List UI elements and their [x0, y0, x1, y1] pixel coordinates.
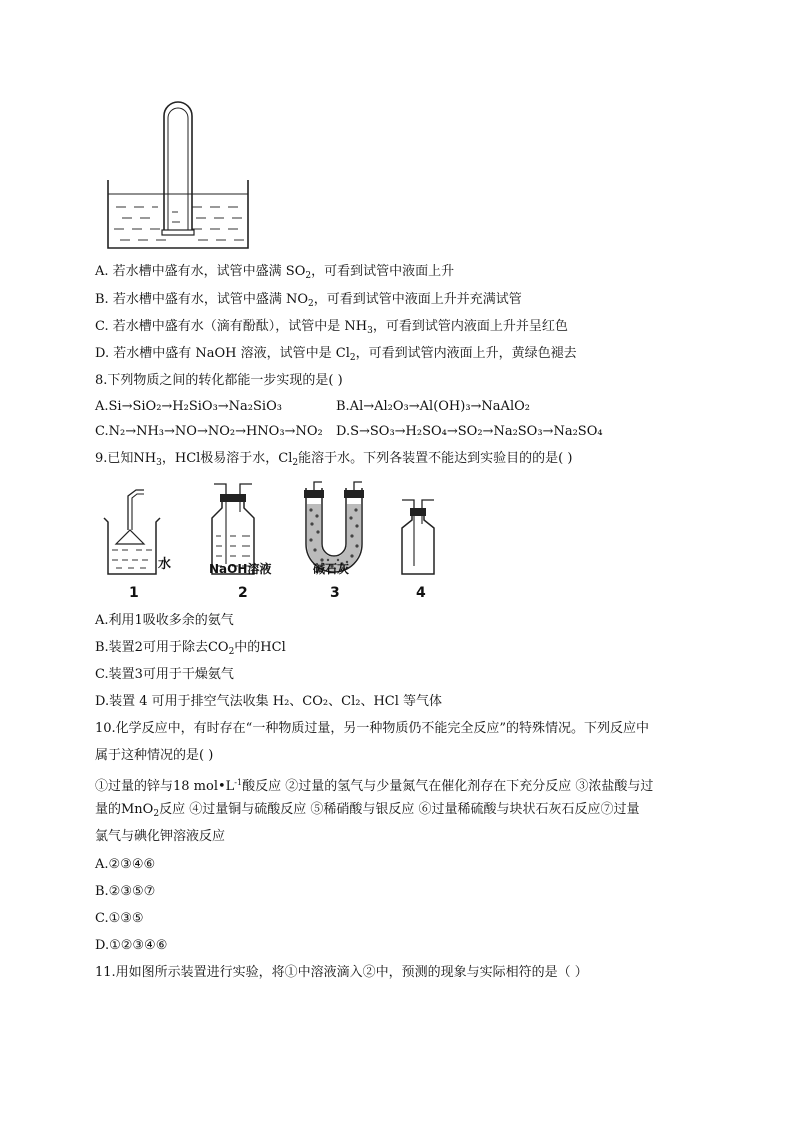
test-tube-trough-figure: [104, 100, 254, 252]
q8-option-b: B.Al→Al₂O₃→Al(OH)₃→NaAlO₂: [336, 399, 530, 414]
apparatus-number-3: 3: [330, 585, 340, 601]
q9-option-b: B.装置2可用于除去$CO_2$中的HCl: [95, 640, 286, 657]
q10-stem-line4: 量的MnO$_2$反应 ④过量铜与硫酸反应 ⑤稀硝酸与银反应 ⑥过量稀硫酸与块状石灰石反应⑦过量: [95, 802, 640, 819]
apparatus-3-u-tube: [304, 482, 364, 572]
q9-option-a: A.利用1吸收多余的氨气: [95, 613, 234, 628]
apparatus-4-gas-bottle: [402, 500, 434, 574]
q9-stem: 9.已知$NH_3$，HCl极易溶于水，$Cl_2$能溶于水。下列各装置不能达到实验目的的是( ): [95, 451, 573, 468]
q10-stem-line1: 10.化学反应中，有时存在“一种物质过量，另一种物质仍不能完全反应”的特殊情况。下列反应中: [95, 721, 649, 736]
q9-apparatus-figure: [100, 478, 445, 580]
q10-stem-line5: 氯气与碘化钾溶液反应: [95, 829, 226, 844]
q10-option-a: A.②③④⑥: [95, 857, 156, 872]
q8-option-a: A.Si→SiO₂→H₂SiO₃→Na₂SiO₃: [95, 399, 282, 414]
q7-option-d: D. 若水槽中盛有 NaOH 溶液，试管中是 $Cl_2$，可看到试管内液面上升，黄绿色褪去: [95, 346, 577, 363]
q8-stem: 8.下列物质之间的转化都能一步实现的是( ): [95, 373, 343, 388]
apparatus-number-1: 1: [129, 585, 139, 601]
apparatus-number-4: 4: [416, 585, 426, 601]
q9-option-c: C.装置3可用于干燥氨气: [95, 667, 234, 682]
q10-option-c: C.①③⑤: [95, 911, 144, 926]
apparatus-1-beaker: [104, 490, 160, 574]
q8-option-c: C.N₂→NH₃→NO→NO₂→HNO₃→NO₂: [95, 424, 323, 439]
water-label: 水: [158, 557, 172, 572]
q7-option-b: B. 若水槽中盛有水，试管中盛满 $NO_2$，可看到试管中液面上升并充满试管: [95, 292, 522, 309]
q10-option-b: B.②③⑤⑦: [95, 884, 156, 899]
q10-option-d: D.①②③④⑥: [95, 938, 168, 953]
q7-option-c: C. 若水槽中盛有水（滴有酚酞），试管中是 $NH_3$，可看到试管内液面上升并呈红色: [95, 319, 568, 336]
q11-stem: 11.用如图所示装置进行实验，将①中溶液滴入②中，预测的现象与实际相符的是（ ）: [95, 965, 588, 980]
q7-option-a: A. 若水槽中盛有水，试管中盛满 $SO_2$，可看到试管中液面上升: [95, 264, 455, 281]
naoh-solution-label: NaOH溶液: [209, 562, 272, 576]
soda-lime-label: 碱石灰: [313, 562, 350, 576]
q9-option-d: D.装置 4 可用于排空气法收集 H₂、CO₂、Cl₂、HCl 等气体: [95, 694, 443, 709]
apparatus-number-2: 2: [238, 585, 248, 601]
q10-stem-line3: ①过量的锌与18 $mol•L^{-1}$酸反应 ②过量的氢气与少量氮气在催化剂存在下充分反应 ③浓盐酸与过: [95, 778, 654, 794]
q10-stem-line2: 属于这种情况的是( ): [95, 748, 214, 763]
q8-option-d: D.S→SO₃→H₂SO₄→SO₂→Na₂SO₃→Na₂SO₄: [336, 424, 603, 439]
